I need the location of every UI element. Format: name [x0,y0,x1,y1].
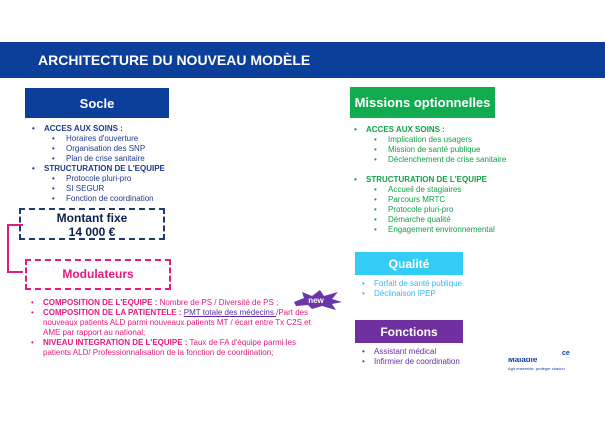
modulateurs-title: Modulateurs [62,267,134,281]
logo-text: Maladie [508,358,538,364]
list-item: • Accueil de stagiaires [388,185,506,195]
item-text: /Part des nouveaux patients ALD parmi nouveaux patients MT / écart entre Tx C2S et AME par rapport au national; [43,308,311,337]
new-badge-text: new [308,296,324,305]
logo-fragment: ce [562,350,570,357]
list-item: • STRUCTURATION DE L'EQUIPE [44,164,165,174]
list-item [43,308,313,338]
list-item: • Implication des usagers [388,135,506,145]
list-item: • Forfait de santé publique [374,279,462,289]
header-bar [0,42,605,78]
list-item [43,298,313,308]
list-item: • Parcours MRTC [388,195,506,205]
list-item: • ACCES AUX SOINS : [44,124,165,134]
socle-list [44,124,165,204]
item-head: COMPOSITION DE L'EQUIPE : [43,298,158,307]
list-item: • Déclenchement de crise sanitaire [388,155,506,165]
list-item: • Protocole pluri-pro [388,205,506,215]
list-item: • Assistant médical [374,347,460,357]
item-text: Taux de FA d'équipe parmi les patients ALD/ Professionnalisation de la fonction de coordination; [43,338,296,357]
socle-header [25,88,169,118]
list-item: • Déclinaison IPEP [374,289,462,299]
pmt-link[interactable]: PMT totale des médecins [183,308,277,317]
qualite-header [355,252,463,275]
montant-value: 14 000 € [68,225,116,239]
list-item [43,338,313,358]
modulateurs-list [43,298,313,358]
list-item: • STRUCTURATION DE L'EQUIPE [366,175,506,185]
list-item: • ACCES AUX SOINS : [366,125,506,135]
item-text: Nombre de PS / Diversité de PS ; [157,298,279,307]
logo-tagline: Agir ensemble, protéger chacun [508,366,565,371]
montant-fixe-box [19,208,165,240]
socle-title: Socle [79,95,115,111]
qualite-title: Qualité [388,256,430,271]
connector-line [7,224,23,273]
list-item: • Organisation des SNP [66,144,165,154]
fonctions-list [374,347,460,367]
missions-title: Missions optionnelles [354,95,491,110]
list-item: • Protocole pluri-pro [66,174,165,184]
list-item: • Plan de crise sanitaire [66,154,165,164]
modulateurs-box [25,259,171,290]
missions-header [350,87,495,118]
item-head: NIVEAU INTEGRATION DE L'EQUIPE : [43,338,188,347]
list-item: • Mission de santé publique [388,145,506,155]
list-item: • SI SEGUR [66,184,165,194]
list-item: • Démarche qualité [388,215,506,225]
page-title: ARCHITECTURE DU NOUVEAU MODÈLE [38,52,311,68]
missions-list [366,125,506,235]
item-head: COMPOSITION DE LA PATIENTELE : [43,308,182,317]
list-item: • Engagement environnemental [388,225,506,235]
fonctions-title: Fonctions [380,324,438,339]
fonctions-header [355,320,463,343]
list-item: • Fonction de coordination [66,194,165,204]
qualite-list [374,279,462,299]
list-item: • Infirmier de coordination [374,357,460,367]
list-item: • Horaires d'ouverture [66,134,165,144]
montant-label: Montant fixe [56,211,128,225]
